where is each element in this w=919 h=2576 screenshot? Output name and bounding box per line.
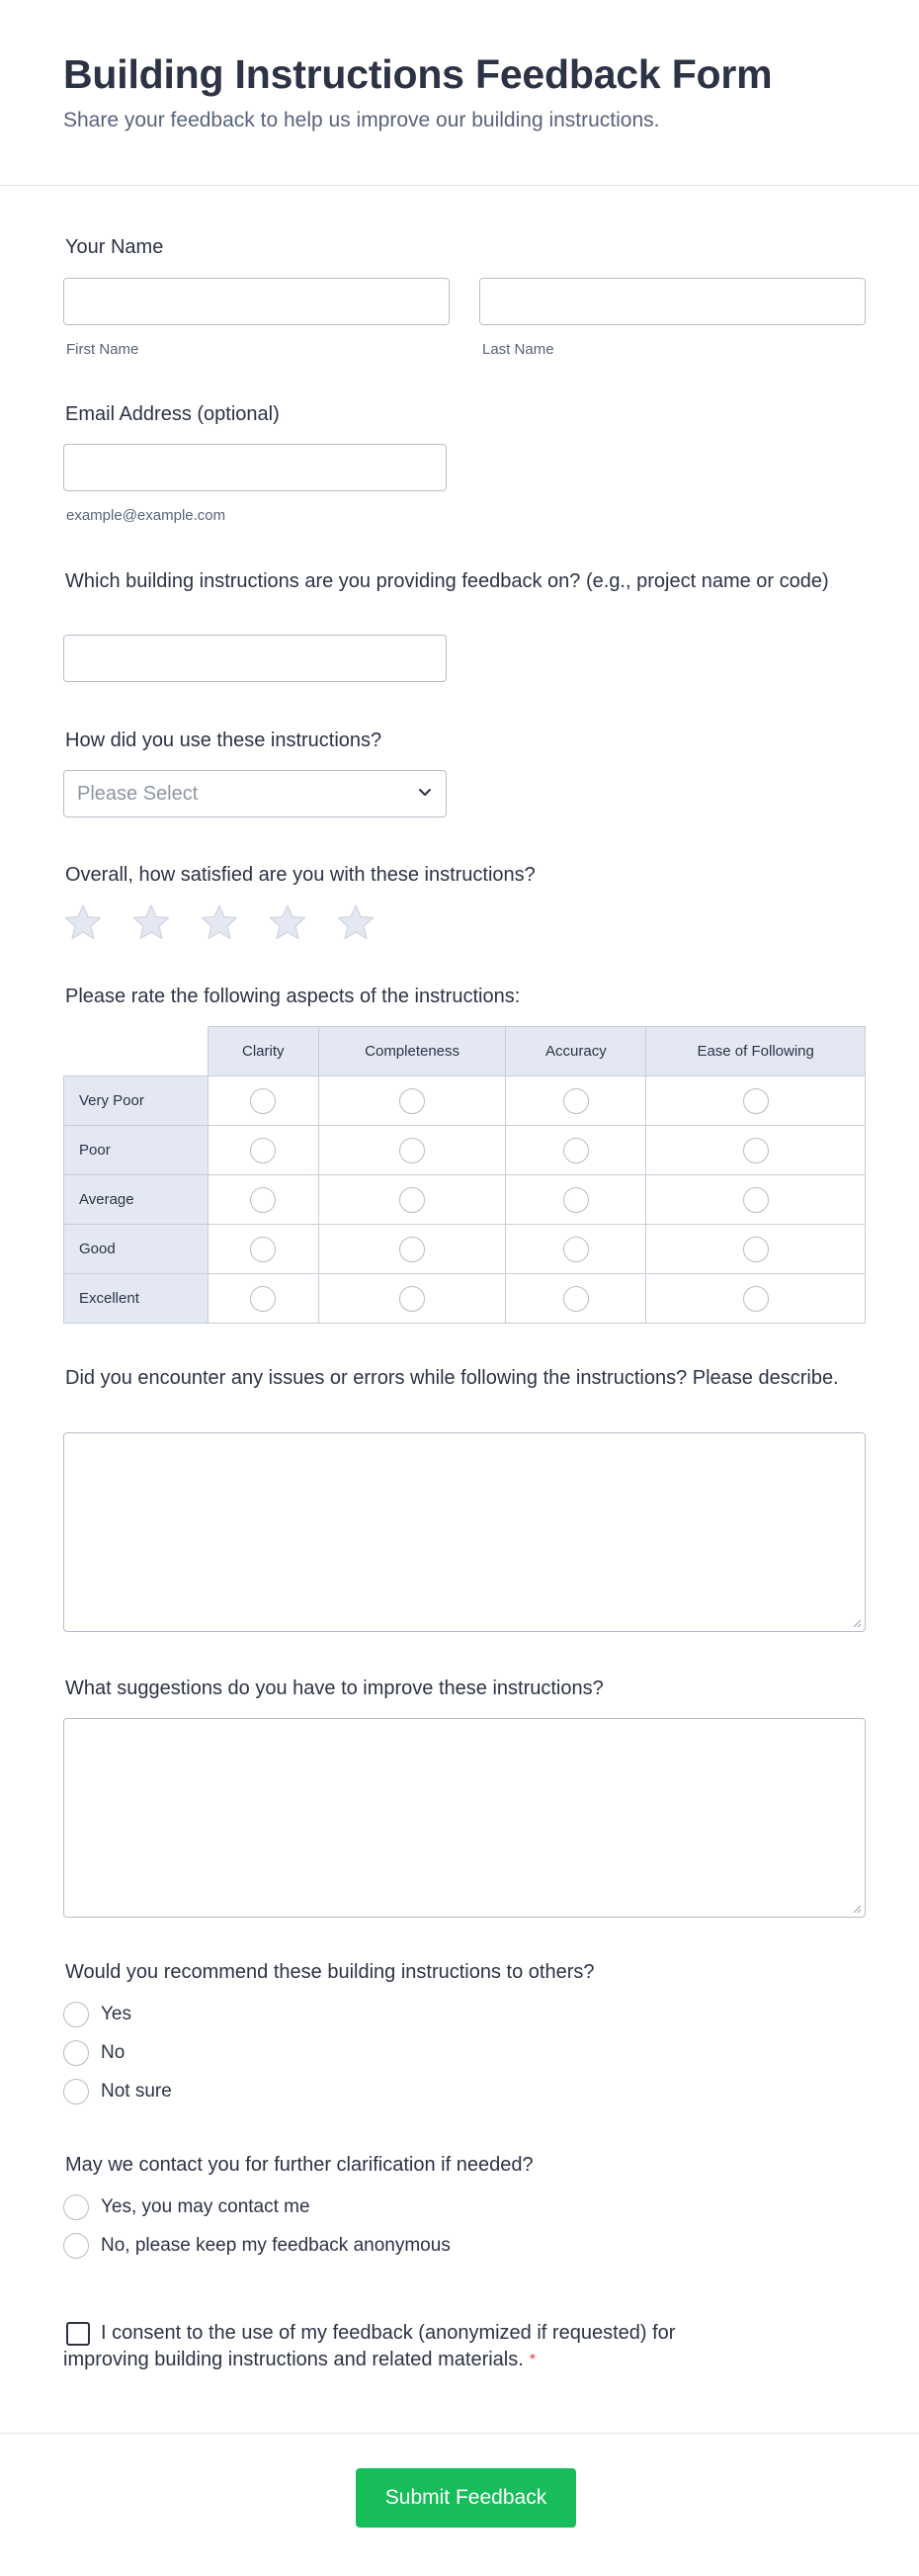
radio-button[interactable] — [63, 2194, 89, 2220]
star-icon[interactable] — [63, 902, 103, 942]
chevron-down-icon — [414, 782, 436, 804]
instructions-input[interactable] — [63, 635, 447, 682]
suggestions-textarea[interactable] — [63, 1718, 866, 1918]
radio-button[interactable] — [63, 2002, 89, 2027]
satisfaction-label: Overall, how satisfied are you with these instructions? — [65, 864, 536, 886]
resize-grip-icon[interactable] — [852, 1618, 862, 1628]
matrix-cell — [506, 1225, 646, 1274]
page-subtitle: Share your feedback to help us improve our building instructions. — [63, 109, 660, 131]
matrix-column-header: Completeness — [318, 1027, 506, 1076]
matrix-row-label: Average — [64, 1175, 209, 1225]
contact-option-label: No, please keep my feedback anonymous — [101, 2235, 451, 2256]
matrix-radio[interactable] — [743, 1138, 769, 1163]
matrix-radio[interactable] — [250, 1286, 276, 1312]
matrix-radio[interactable] — [743, 1237, 769, 1262]
usage-select[interactable] — [63, 770, 447, 817]
matrix-corner — [64, 1027, 209, 1076]
star-icon[interactable] — [200, 902, 239, 942]
radio-button[interactable] — [63, 2233, 89, 2259]
issues-textarea[interactable] — [63, 1432, 866, 1632]
matrix-row-label: Excellent — [64, 1274, 209, 1324]
matrix-row — [64, 1175, 866, 1225]
name-label: Your Name — [65, 236, 164, 258]
recommend-option[interactable] — [63, 2039, 125, 2067]
matrix-cell — [208, 1126, 318, 1175]
first-name-input[interactable] — [63, 278, 450, 325]
matrix-cell — [506, 1274, 646, 1324]
star-icon[interactable] — [336, 902, 376, 942]
contact-label: May we contact you for further clarification if needed? — [65, 2154, 534, 2176]
radio-button[interactable] — [63, 2040, 89, 2066]
matrix-cell — [646, 1274, 866, 1324]
matrix-cell — [208, 1076, 318, 1126]
matrix-row — [64, 1126, 866, 1175]
resize-grip-icon[interactable] — [852, 1904, 862, 1914]
instructions-label: Which building instructions are you providing feedback on? (e.g., project name or code) — [65, 570, 829, 592]
star-icon[interactable] — [131, 902, 171, 942]
matrix-row-label: Very Poor — [64, 1076, 209, 1126]
suggestions-label: What suggestions do you have to improve these instructions? — [65, 1677, 604, 1699]
contact-option[interactable] — [63, 2193, 310, 2221]
matrix-row — [64, 1274, 866, 1324]
matrix-cell — [506, 1175, 646, 1225]
matrix-radio[interactable] — [563, 1187, 589, 1213]
matrix-column-header: Accuracy — [506, 1027, 646, 1076]
matrix-radio[interactable] — [399, 1088, 425, 1114]
consent-label: I consent to the use of my feedback (anonymized if requested) for improving building instructions and related materials. — [63, 2322, 676, 2370]
recommend-option-label: Yes — [101, 2004, 131, 2024]
matrix-radio[interactable] — [250, 1237, 276, 1262]
footer-divider — [0, 2433, 919, 2434]
email-label: Email Address (optional) — [65, 403, 280, 425]
matrix-column-header: Ease of Following — [646, 1027, 866, 1076]
recommend-option-label: Not sure — [101, 2081, 172, 2102]
matrix-radio[interactable] — [250, 1138, 276, 1163]
required-marker: * — [529, 2352, 537, 2368]
matrix-radio[interactable] — [250, 1187, 276, 1213]
matrix-row-label: Good — [64, 1225, 209, 1274]
matrix-radio[interactable] — [399, 1138, 425, 1163]
matrix-row — [64, 1225, 866, 1274]
last-name-input[interactable] — [479, 278, 866, 325]
matrix-row — [64, 1076, 866, 1126]
matrix-radio[interactable] — [563, 1237, 589, 1262]
matrix-radio[interactable] — [743, 1286, 769, 1312]
recommend-option-label: No — [101, 2042, 125, 2063]
matrix-radio[interactable] — [399, 1187, 425, 1213]
matrix-radio[interactable] — [743, 1088, 769, 1114]
matrix-radio[interactable] — [399, 1237, 425, 1262]
matrix-column-header: Clarity — [208, 1027, 318, 1076]
radio-button[interactable] — [63, 2079, 89, 2104]
matrix-cell — [318, 1126, 506, 1175]
matrix-cell — [646, 1225, 866, 1274]
matrix-cell — [208, 1175, 318, 1225]
star-icon[interactable] — [268, 902, 307, 942]
form-header — [0, 0, 919, 186]
issues-label: Did you encounter any issues or errors while following the instructions? Please describe. — [65, 1367, 839, 1389]
matrix-cell — [646, 1076, 866, 1126]
email-field[interactable] — [63, 444, 447, 491]
matrix-cell — [646, 1175, 866, 1225]
usage-select-placeholder: Please Select — [77, 783, 199, 805]
matrix-cell — [506, 1126, 646, 1175]
contact-option[interactable] — [63, 2232, 451, 2260]
matrix-radio[interactable] — [250, 1088, 276, 1114]
matrix-cell — [646, 1126, 866, 1175]
matrix-cell — [208, 1225, 318, 1274]
rating-matrix — [63, 1026, 866, 1324]
usage-label: How did you use these instructions? — [65, 730, 382, 751]
matrix-radio[interactable] — [563, 1138, 589, 1163]
email-sublabel: example@example.com — [66, 507, 226, 524]
matrix-radio[interactable] — [563, 1286, 589, 1312]
recommend-label: Would you recommend these building instructions to others? — [65, 1961, 595, 1983]
matrix-radio[interactable] — [563, 1088, 589, 1114]
last-name-sublabel: Last Name — [482, 341, 554, 358]
matrix-label: Please rate the following aspects of the instructions: — [65, 986, 521, 1007]
recommend-option[interactable] — [63, 2078, 172, 2105]
contact-option-label: Yes, you may contact me — [101, 2196, 310, 2217]
matrix-cell — [506, 1076, 646, 1126]
consent-text — [63, 2320, 755, 2373]
page-title: Building Instructions Feedback Form — [63, 51, 773, 97]
first-name-sublabel: First Name — [66, 341, 139, 358]
matrix-cell — [318, 1225, 506, 1274]
matrix-cell — [318, 1076, 506, 1126]
submit-button[interactable]: Submit Feedback — [356, 2468, 576, 2528]
matrix-radio[interactable] — [399, 1286, 425, 1312]
matrix-cell — [318, 1175, 506, 1225]
matrix-row-label: Poor — [64, 1126, 209, 1175]
matrix-cell — [208, 1274, 318, 1324]
recommend-option[interactable] — [63, 2001, 131, 2028]
matrix-cell — [318, 1274, 506, 1324]
matrix-radio[interactable] — [743, 1187, 769, 1213]
